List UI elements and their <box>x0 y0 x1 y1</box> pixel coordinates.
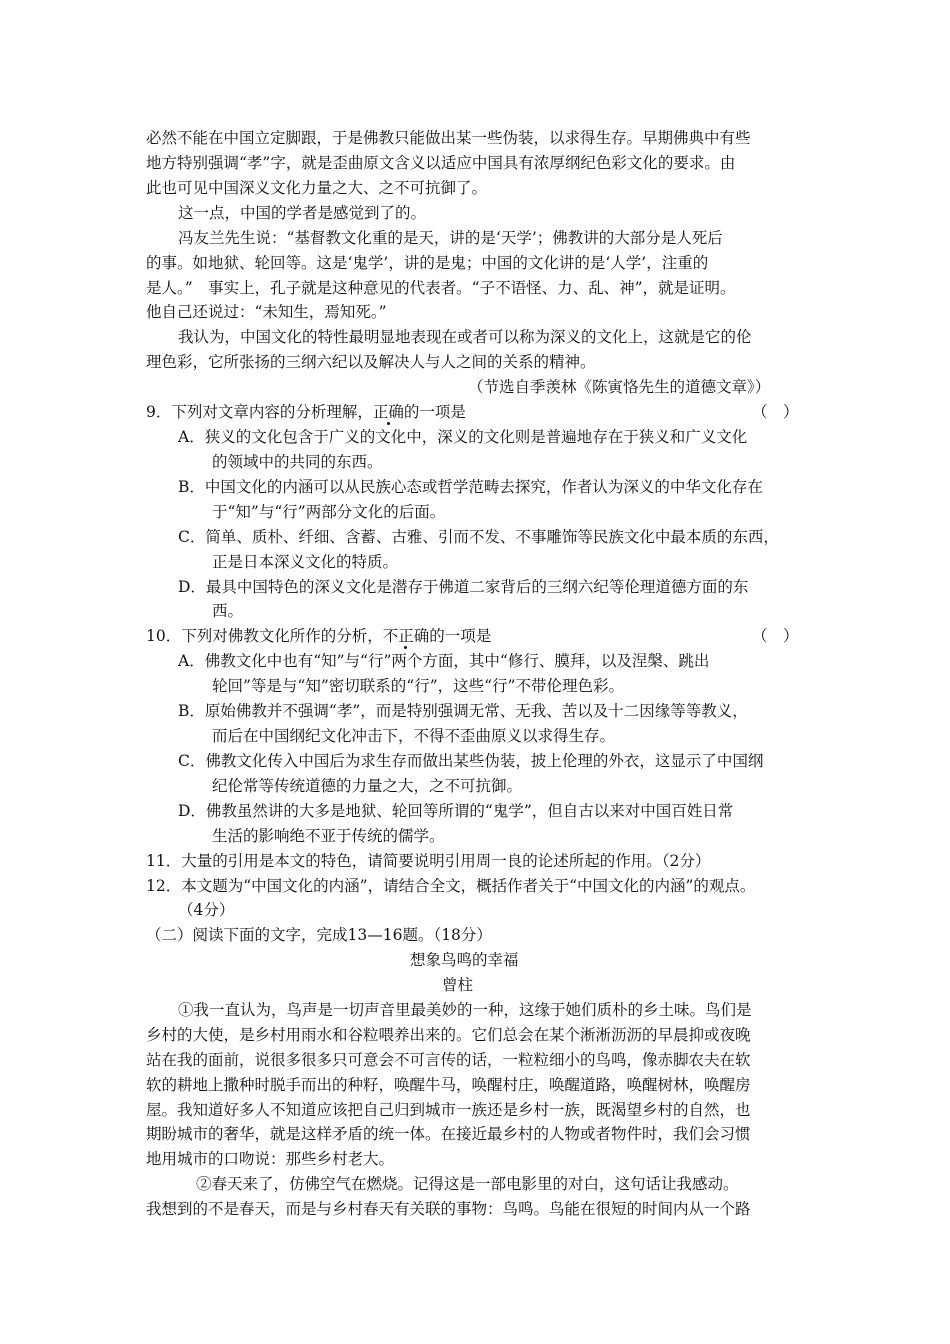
option-b-cont: 于“知”与“行”两部分文化的后面。 <box>212 503 446 521</box>
option-d-cont: 生活的影响绝不亚于传统的儒学。 <box>212 827 445 845</box>
option-c-cont: 正是日本深义文化的特质。 <box>212 553 399 571</box>
passage-line: 冯友兰先生说：“基督教文化重的是天，讲的是‘天学’；佛教讲的大部分是人死后 <box>178 229 723 247</box>
article-line: 屋。我知道好多人不知道应该把自己归到城市一族还是乡村一族，既渴望乡村的自然，也 <box>146 1101 751 1119</box>
passage-line: 是人。” 事实上，孔子就是这种意见的代表者。“子不语怪、力、乱、神”，就是证明。 <box>146 279 736 297</box>
option-d: D．佛教虽然讲的大多是地狱、轮回等所谓的“鬼学”，但自古以来对中国百姓日常 <box>178 802 734 820</box>
passage-line: 理色彩，它所张扬的三纲六纪以及解决人与人之间的关系的精神。 <box>146 353 596 371</box>
article-line: 站在我的面前，说很多很多只可意会不可言传的话，一粒粒细小的鸟鸣，像赤脚农夫在软 <box>146 1051 751 1069</box>
stem-text: 9．下列对文章内容的分析理解， <box>146 403 373 421</box>
question-11: 11．大量的引用是本文的特色，请简要说明引用周一良的论述所起的作用。（2分） <box>146 852 711 870</box>
answer-blank: （ ） <box>752 627 799 645</box>
option-d-cont: 西。 <box>212 602 244 620</box>
article-line: 我想到的不是春天，而是与乡村春天有关联的事物：鸟鸣。鸟能在很短的时间内从一个路 <box>146 1200 751 1218</box>
emphasis-text: 不正确 <box>382 627 430 645</box>
answer-blank: （ ） <box>752 403 799 421</box>
passage-line: 的事。如地狱、轮回等。这是‘鬼学’，讲的是鬼；中国的文化讲的是‘人学’，注重的 <box>146 254 709 272</box>
section-header: （二）阅读下面的文字，完成13—16题。（18分） <box>146 926 492 944</box>
stem-text: 的一项是 <box>429 627 492 645</box>
question-12-points: （4分） <box>178 901 235 919</box>
article-author: 曾柱 <box>442 976 474 994</box>
option-c: C．简单、质朴、纤细、含蓄、古雅、引而不发、不事雕饰等民族文化中最本质的东西， <box>178 528 779 546</box>
option-b: B．原始佛教并不强调“孝”，而是特别强调无常、无我、苦以及十二因缘等等教义， <box>178 702 748 720</box>
article-line: 地用城市的口吻说：那些乡村老大。 <box>146 1150 395 1168</box>
passage-line: 必然不能在中国立定脚跟，于是佛教只能做出某一些伪装，以求得生存。早期佛典中有些 <box>146 129 751 147</box>
stem-text: 的一项是 <box>403 403 466 421</box>
passage-line: 我认为，中国文化的特性最明显地表现在或者可以称为深义的文化上，这就是它的伦 <box>178 328 752 346</box>
option-a-cont: 轮回”等是与“知”密切联系的“行”，这些“行”不带伦理色彩。 <box>212 677 624 695</box>
option-c: C．佛教文化传入中国后为求生存而做出某些伪装，披上伦理的外衣，这显示了中国纲 <box>178 752 764 770</box>
article-line: ①我一直认为，鸟声是一切声音里最美妙的一种，这缘于她们质朴的乡土味。鸟们是 <box>178 1001 752 1019</box>
question-12: 12．本文题为“中国文化的内涵”，请结合全文，概括作者关于“中国文化的内涵”的观点。 <box>146 877 756 895</box>
passage-line: 地方特别强调“孝”字，就是歪曲原文含义以适应中国具有浓厚纲纪色彩文化的要求。由 <box>146 154 736 172</box>
passage-line: 此也可见中国深义文化力量之大、之不可抗御了。 <box>146 179 488 197</box>
option-a: A．佛教文化中也有“知”与“行”两个方面，其中“修行、膜拜，以及涅槃、跳出 <box>178 652 710 670</box>
article-line: 期盼城市的奢华，就是这样矛盾的统一体。在接近最乡村的人物或者物件时，我们会习惯 <box>146 1125 751 1143</box>
article-line: ②春天来了，仿佛空气在燃烧。记得这是一部电影里的对白，这句话让我感动。 <box>196 1175 739 1193</box>
option-b-cont: 而后在中国纲纪文化冲击下，不得不歪曲原义以求得生存。 <box>212 727 616 745</box>
passage-line: 他自己还说过：“未知生，焉知死。” <box>146 303 387 321</box>
article-title: 想象鸟鸣的幸福 <box>410 951 519 969</box>
question-9-stem <box>146 402 466 422</box>
question-10-stem <box>146 626 491 646</box>
article-line: 乡村的大使，是乡村用雨水和谷粒喂养出来的。它们总会在某个淅淅沥沥的早晨抑或夜晚 <box>146 1026 751 1044</box>
option-b: B．中国文化的内涵可以从民族心态或哲学范畴去探究，作者认为深义的中华文化存在 <box>178 478 763 496</box>
passage-source: （节选自季羡林《陈寅恪先生的道德文章》） <box>468 378 771 396</box>
option-a: A．狭义的文化包含于广义的文化中，深义的文化则是普遍地存在于狭义和广义文化 <box>178 428 748 446</box>
stem-text: 10．下列对佛教文化所作的分析， <box>146 627 383 645</box>
article-line: 软的耕地上撒种时脱手而出的种籽，唤醒牛马，唤醒村庄，唤醒道路，唤醒树林，唤醒房 <box>146 1076 751 1094</box>
passage-line: 这一点，中国的学者是感觉到了的。 <box>178 204 427 222</box>
option-c-cont: 纪伦常等传统道德的力量之大，之不可抗御。 <box>212 777 523 795</box>
option-a-cont: 的领域中的共同的东西。 <box>212 453 383 471</box>
option-d: D．最具中国特色的深义文化是潜存于佛道二家背后的三纲六纪等伦理道德方面的东 <box>178 578 749 596</box>
emphasis-text: 正确 <box>372 403 404 421</box>
